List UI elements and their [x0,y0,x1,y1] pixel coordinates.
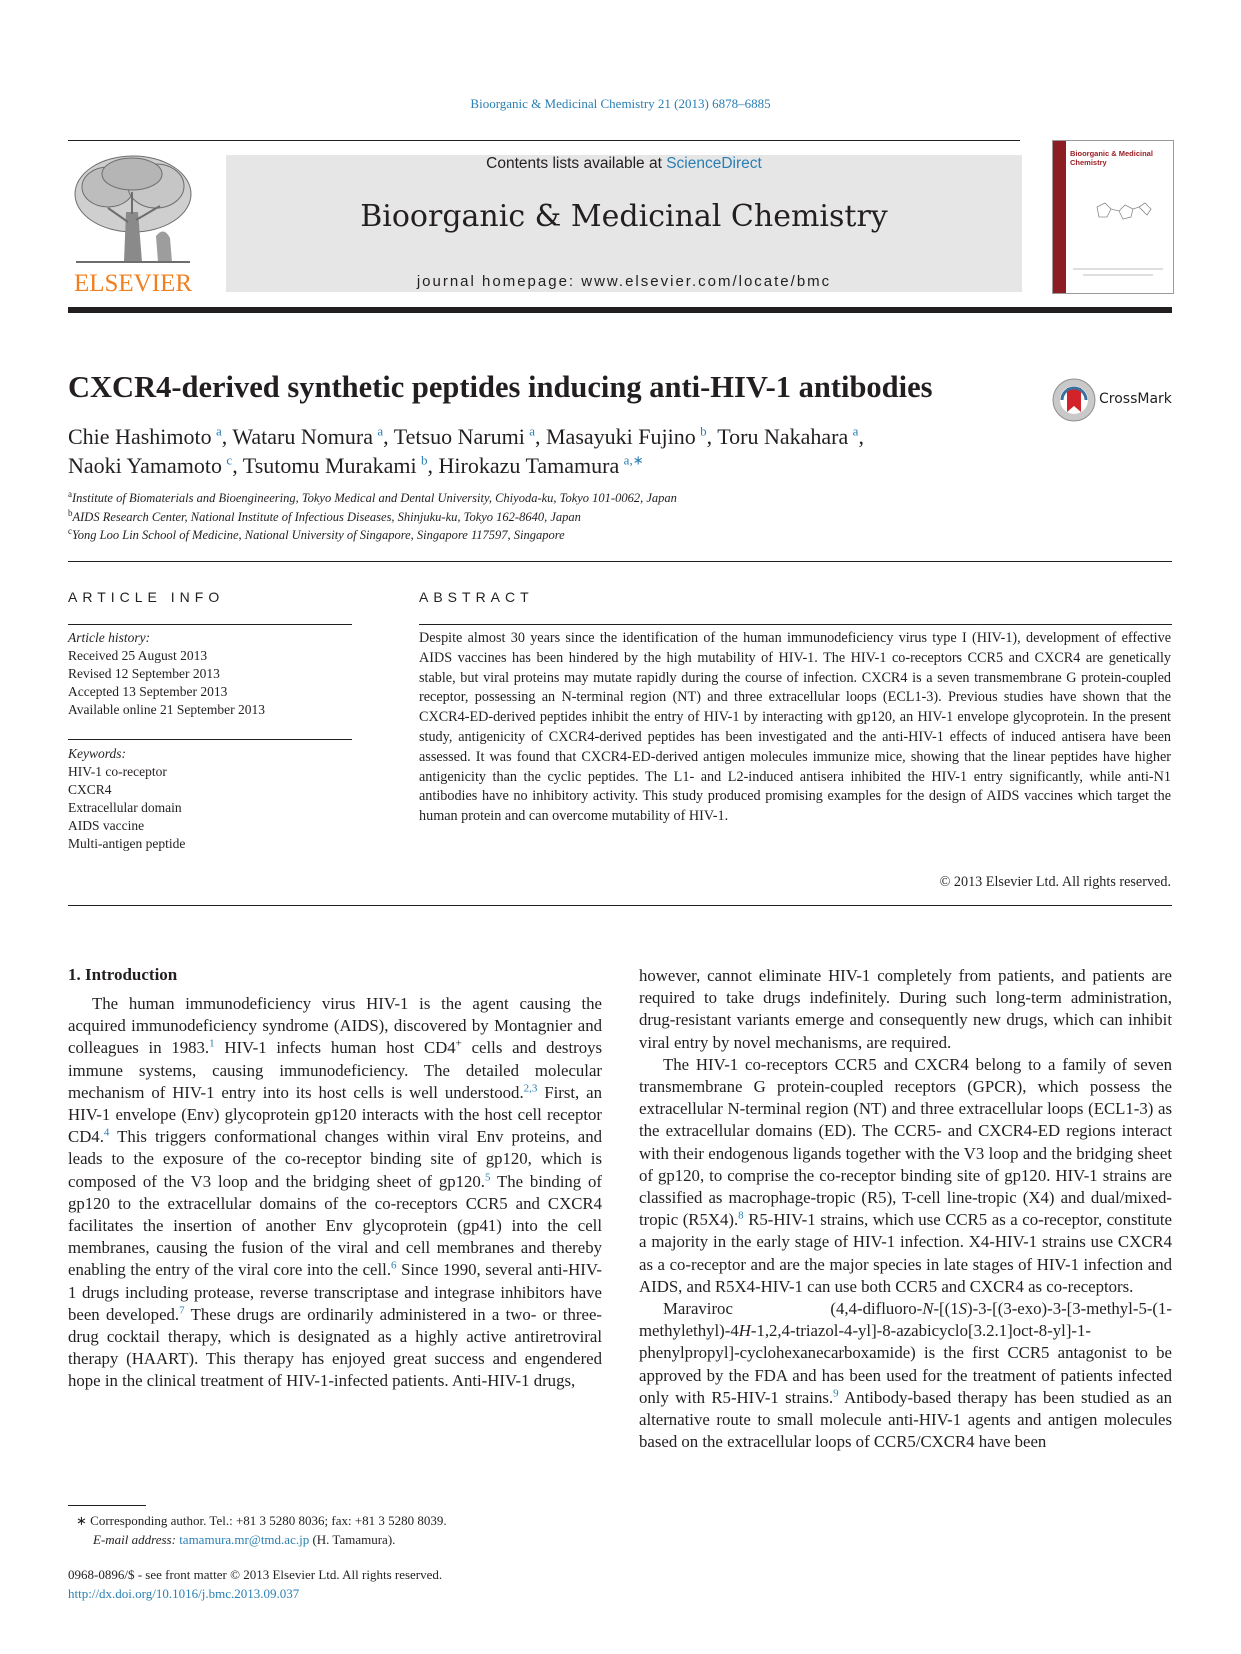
history-label: Article history: [68,630,151,645]
italic-text: H [738,1321,751,1341]
cover-molecule-graphic [1053,141,1173,293]
journal-citation-link[interactable]: Bioorganic & Medicinal Chemistry 21 (2013) 6878–6885 [470,96,771,111]
keywords-label: Keywords: [68,746,126,761]
article-title: CXCR4-derived synthetic peptides inducing anti-HIV-1 antibodies [68,370,933,404]
header-bottom-rule [68,307,1172,313]
author-affiliation-marker[interactable]: a [377,423,384,439]
italic-text: N [922,1299,934,1319]
section-heading-introduction: 1. Introduction [68,965,178,984]
author-affiliation-marker[interactable]: a [852,423,859,439]
keyword: AIDS vaccine [68,818,145,833]
reference-citation-link[interactable]: 6 [391,1259,397,1272]
reference-citation-link[interactable]: 1 [209,1037,215,1050]
body-column-right [639,965,1172,1453]
header-top-rule [68,140,1020,141]
footnote-rule [68,1505,146,1506]
affiliations-bottom-rule [68,561,1172,562]
contents-availability [226,155,1022,173]
italic-text: S [958,1299,967,1319]
author-name: Masayuki Fujino [546,424,696,449]
superscript: + [455,1037,462,1050]
reference-citation-link[interactable]: 4 [103,1126,110,1139]
front-matter-note: 0968-0896/$ - see front matter © 2013 Elsevier Ltd. All rights reserved. [68,1567,443,1582]
author-affiliation-marker[interactable]: a,∗ [623,452,644,468]
article-info-heading: ARTICLE INFO [68,589,225,605]
author-name: Toru Nakahara [717,424,849,449]
author-affiliation-marker[interactable]: a [216,423,222,439]
email-link[interactable]: tamamura.mr@tmd.ac.jp [179,1532,310,1547]
author-name: Tsutomu Murakami [242,453,417,478]
sciencedirect-link[interactable]: ScienceDirect [666,155,762,172]
reference-citation-link[interactable]: 2,3 [523,1082,538,1095]
affiliation-b [68,507,581,525]
article-info-rule [68,624,352,625]
reference-citation-link[interactable]: 5 [484,1171,491,1184]
author-affiliation-marker[interactable]: a [529,423,535,439]
elsevier-wordmark: ELSEVIER [73,270,193,297]
received-date: Received 25 August 2013 [68,648,208,663]
revised-date: Revised 12 September 2013 [68,666,220,681]
journal-homepage[interactable]: journal homepage: www.elsevier.com/locate/bmc [416,273,832,290]
abstract-bottom-rule [68,905,1172,906]
email-owner: (H. Tamamura). [309,1532,396,1547]
affiliation-text: AIDS Research Center, National Institute of Infectious Diseases, Shinjuku-ku, Tokyo 162-8640, Japan [72,510,581,524]
journal-title: Bioorganic & Medicinal Chemistry [360,199,888,234]
author-list-line-2: Naoki Yamamoto $^c$, Tsutomu Murakami $^b$, Hirokazu Tamamura $^{a,∗}$ [68,452,644,478]
abstract-text: Despite almost 30 years since the identification of the human immunodeficiency virus type I (HIV-1), development of effective AIDS vaccines has been hindered by the high mutability of HIV-1. The HIV-1 co-receptors CCR5 and CXCR4 are genetically stable, but viral proteins may mutate rapidly during the course of infection. CXCR4 is a seven transmembrane G protein-coupled receptor, possessing an N-terminal region (NT) and three extracellular loops (ECL1-3). Previous studies have shown that the CXCR4-ED-derived peptides inhibit the entry of HIV-1 by interacting with gp120, an HIV-1 envelope glycoprotein. In the present study, antigenicity of CXCR4-derived peptides has been investigated and the anti-HIV-1 effects of induced antisera have been assessed. It was found that CXCR4-ED-derived antigen molecules immunize mice, showing that the linear peptides have higher antigenicity than the cyclic peptides. The L1- and L2-induced antisera inhibited the HIV-1 entry significantly, while anti-N1 antibodies have no inhibitory activity. This study produced promising examples for the design of AIDS vaccines which target the human protein and can overcome mutability of HIV-1. [419,630,1171,825]
author-name: Naoki Yamamoto [68,453,222,478]
abstract-heading: ABSTRACT [419,589,534,605]
author-affiliation-marker[interactable]: b [421,452,428,468]
affiliation-label: b [68,507,73,518]
affiliation-c [68,525,565,543]
affiliation-label: c [68,525,72,536]
contents-prefix: Contents lists available at [486,155,667,172]
author-name: Wataru Nomura [232,424,373,449]
keyword: HIV-1 co-receptor [68,764,167,779]
affiliation-a [68,488,677,506]
keyword: CXCR4 [68,782,112,797]
crossmark-label[interactable]: CrossMark [1099,391,1172,407]
journal-cover-thumbnail[interactable] [1052,140,1174,294]
abstract-copyright: © 2013 Elsevier Ltd. All rights reserved. [939,874,1171,890]
author-affiliation-marker[interactable]: b [700,423,707,439]
reference-citation-link[interactable]: 7 [179,1304,185,1317]
reference-citation-link[interactable]: 9 [833,1387,839,1400]
accepted-date: Accepted 13 September 2013 [68,684,228,699]
affiliation-text: Institute of Biomaterials and Bioengineering, Tokyo Medical and Dental University, Chiyoda-ku, Tokyo 101-0062, Japan [72,491,677,505]
abstract-rule [419,624,1172,625]
body-paragraph: The human immunodeficiency virus HIV-1 is the agent causing the acquired immunodeficiency syndrome (AIDS), discovered by Montagnier and colleagues in 1983.$^1$ HIV-1 infects human host CD4+ cells and destroys immune systems, causing immunodeficiency. The detailed molecular mechanism of HIV-1 entry into its host cells is well understood.$^{2,3}$ First, an HIV-1 envelope (Env) glycoprotein gp120 interacts with the host cell receptor CD4.$^4$ This triggers conformational changes within viral Env proteins, and leads to the exposure of the co-receptor binding site of gp120, which is composed of the V3 loop and the bridging sheet of gp120.$^5$ The binding of gp120 to the extracellular domains of the co-receptors CCR5 and CXCR4 facilitates the insertion of another Env glycoprotein (gp41) into the cell membranes, causing the fusion of the viral and cell membranes and thereby enabling the entry of the viral core into the cell.$^6$ Since 1990, several anti-HIV-1 drugs including protease, reverse transcriptase and integrase inhibitors have been developed.$^7$ These drugs are ordinarily administered in a two- or three-drug cocktail therapy, which is designated as a highly active antiretroviral therapy (HAART). This therapy has enjoyed great success and engendered hope in the clinical treatment of HIV-1-infected patients. Anti-HIV-1 drugs, [68,994,603,1391]
email-note [93,1532,395,1548]
author-list-line-1: Chie Hashimoto $^a$, Wataru Nomura $^a$, Tetsuo Narumi $^a$, Masayuki Fujino $^b$, Toru Nakahara $^a$, [68,423,864,449]
body-column-left [68,993,602,1393]
keywords-rule [68,739,352,740]
body-paragraph: The HIV-1 co-receptors CCR5 and CXCR4 belong to a family of seven transmembrane G protein-coupled receptors (GPCR), which possess the extracellular N-terminal region (NT) and three extracellular loops (ECL1-3) as the extracellular domains (ED). The CCR5- and CXCR4-ED regions interact with their endogenous ligands together with the V3 loop and the bridging sheet of gp120, to comprise the co-receptor binding site of gp120. HIV-1 strains are classified as macrophage-tropic (R5), T-cell line-tropic (X4) and dual/mixed-tropic (R5X4).$^8$ R5-HIV-1 strains, which use CCR5 as a co-receptor, constitute a majority in the early stage of HIV-1 infection. X4-HIV-1 strains use CXCR4 as a co-receptor and are the major species in late stages of HIV-1 infection and AIDS, and R5X4-HIV-1 can use both CCR5 and CXCR4 as co-receptors. [639,1054,1172,1296]
crossmark-icon[interactable] [1052,378,1096,422]
keyword: Multi-antigen peptide [68,836,186,851]
body-paragraph: Maraviroc (4,4-difluoro-N-[(1S)-3-[(3-exo)-3-[3-methyl-5-(1-methylethyl)-4H-1,2,4-triazol-4-yl]-8-azabicyclo[3.2.1]oct-8-yl]-1-phenylpropyl]-cyclohexanecarboxamide) is the first CCR5 antagonist to be approved by the FDA and has been used for the treatment of patients infected only with R5-HIV-1 strains.$^9$ Antibody-based therapy has been studied as an alternative route to small molecule anti-HIV-1 agents and antigen molecules based on the extracellular loops of CCR5/CXCR4 have been [639,1299,1173,1452]
keyword: Extracellular domain [68,800,182,815]
email-label: E-mail address: [93,1532,180,1547]
cover-title: Bioorganic & Medicinal Chemistry [1070,149,1153,167]
reference-citation-link[interactable]: 8 [738,1209,744,1222]
body-paragraph: however, cannot eliminate HIV-1 completely from patients, and patients are required to take drugs indefinitely. During such long-term administration, drug-resistant variants emerge and consequently new drugs, which can inhibit viral entry by novel mechanisms, are required. [639,966,1172,1052]
doi-link[interactable]: http://dx.doi.org/10.1016/j.bmc.2013.09.037 [68,1586,300,1601]
author-affiliation-marker[interactable]: c [226,452,233,468]
affiliation-text: Yong Loo Lin School of Medicine, National University of Singapore, Singapore 117597, Singapore [72,528,565,542]
author-name: Hirokazu Tamamura [438,453,620,478]
author-name: Tetsuo Narumi [393,424,525,449]
author-name: Chie Hashimoto [68,424,212,449]
affiliation-label: a [68,488,72,499]
online-date: Available online 21 September 2013 [68,702,265,717]
corresponding-author-note: ∗ Corresponding author. Tel.: +81 3 5280 8036; fax: +81 3 5280 8039. [76,1513,447,1528]
